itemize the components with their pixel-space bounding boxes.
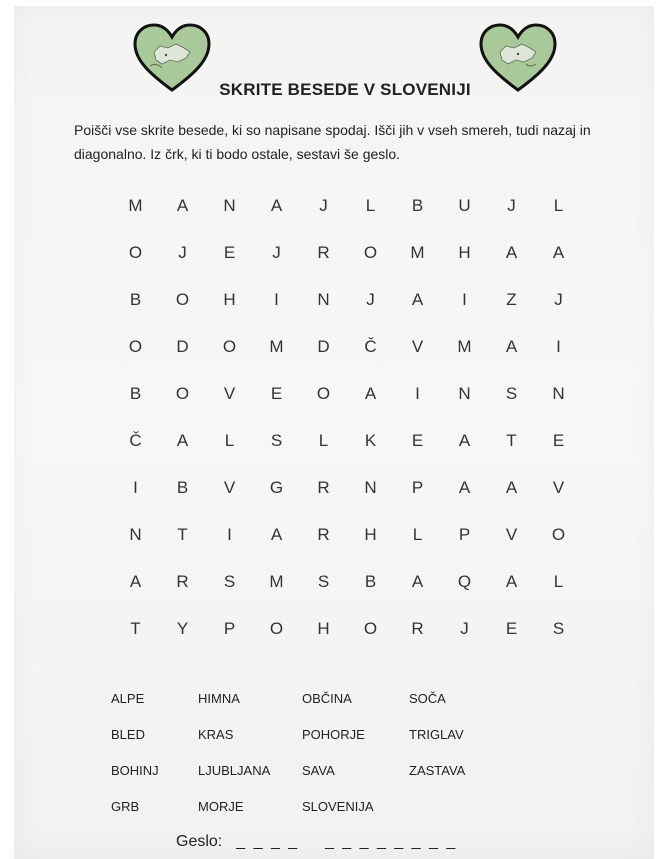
grid-cell[interactable]: Q bbox=[457, 571, 472, 591]
grid-cell[interactable]: I bbox=[556, 336, 561, 356]
grid-cell[interactable]: A bbox=[129, 571, 142, 591]
word-list-item: GRB bbox=[111, 798, 140, 814]
grid-cell[interactable]: O bbox=[222, 336, 237, 356]
grid-cell[interactable]: P bbox=[223, 618, 236, 638]
grid-cell[interactable]: A bbox=[505, 477, 518, 497]
word-list-item: ALPE bbox=[111, 690, 145, 706]
grid-cell[interactable]: J bbox=[507, 195, 516, 215]
grid-cell[interactable]: V bbox=[552, 477, 565, 497]
grid-cell[interactable]: O bbox=[363, 242, 378, 262]
grid-cell[interactable]: T bbox=[130, 618, 141, 638]
grid-cell[interactable]: B bbox=[129, 383, 142, 403]
grid-cell[interactable]: A bbox=[505, 242, 518, 262]
grid-cell[interactable]: I bbox=[133, 477, 138, 497]
grid-cell[interactable]: H bbox=[364, 524, 377, 544]
grid-cell[interactable]: Y bbox=[176, 618, 189, 638]
grid-cell[interactable]: N bbox=[458, 383, 471, 403]
word-list-item: BOHINJ bbox=[111, 762, 159, 778]
word-list-item: HIMNA bbox=[198, 690, 240, 706]
grid-cell[interactable]: N bbox=[129, 524, 142, 544]
grid-cell[interactable]: H bbox=[458, 242, 471, 262]
grid-cell[interactable]: L bbox=[224, 430, 235, 450]
word-list-item: ZASTAVA bbox=[409, 762, 466, 778]
grid-cell[interactable]: O bbox=[551, 524, 566, 544]
grid-cell[interactable]: M bbox=[269, 571, 284, 591]
grid-cell[interactable]: O bbox=[175, 383, 190, 403]
grid-cell[interactable]: Č bbox=[364, 336, 377, 356]
grid-cell[interactable]: J bbox=[178, 242, 187, 262]
grid-cell[interactable]: J bbox=[366, 289, 375, 309]
word-list-item: SOČA bbox=[409, 690, 446, 706]
grid-cell[interactable]: A bbox=[505, 571, 518, 591]
grid-cell[interactable]: A bbox=[176, 430, 189, 450]
grid-cell[interactable]: O bbox=[128, 336, 143, 356]
grid-cell[interactable]: M bbox=[269, 336, 284, 356]
grid-cell[interactable]: U bbox=[458, 195, 471, 215]
word-list bbox=[111, 680, 509, 824]
instructions-text: Poišči vse skrite besede, ki so napisane spodaj. Išči jih v vseh smereh, tudi nazaj in diagonalno. Iz črk, ki ti bodo ostale, sestavi še geslo. bbox=[74, 122, 591, 162]
grid-cell[interactable]: A bbox=[458, 430, 471, 450]
grid-cell[interactable]: R bbox=[317, 524, 330, 544]
grid-cell[interactable]: N bbox=[223, 195, 236, 215]
grid-cell[interactable]: L bbox=[412, 524, 423, 544]
grid-cell[interactable]: S bbox=[552, 618, 565, 638]
grid-cell[interactable]: L bbox=[553, 195, 564, 215]
grid-cell[interactable]: O bbox=[316, 383, 331, 403]
grid-cell[interactable]: O bbox=[269, 618, 284, 638]
geslo-line bbox=[176, 833, 457, 851]
grid-cell[interactable]: S bbox=[270, 430, 283, 450]
grid-cell[interactable]: V bbox=[505, 524, 518, 544]
grid-cell[interactable]: N bbox=[317, 289, 330, 309]
grid-cell[interactable]: J bbox=[554, 289, 563, 309]
grid-cell[interactable]: A bbox=[270, 195, 283, 215]
grid-cell[interactable]: H bbox=[223, 289, 236, 309]
grid-cell[interactable]: N bbox=[364, 477, 377, 497]
grid-cell[interactable]: J bbox=[272, 242, 281, 262]
grid-cell[interactable]: L bbox=[318, 430, 329, 450]
grid-cell[interactable]: D bbox=[317, 336, 330, 356]
grid-cell[interactable]: I bbox=[227, 524, 232, 544]
geslo-label: Geslo: bbox=[176, 833, 223, 850]
word-list-item: SAVA bbox=[302, 762, 335, 778]
grid-cell[interactable]: S bbox=[223, 571, 236, 591]
grid-cell[interactable]: A bbox=[411, 571, 424, 591]
grid-cell[interactable]: E bbox=[505, 618, 518, 638]
grid-cell[interactable]: A bbox=[458, 477, 471, 497]
word-list-item: SLOVENIJA bbox=[302, 798, 374, 814]
word-list-item: KRAS bbox=[198, 726, 234, 742]
grid-cell[interactable]: T bbox=[506, 430, 517, 450]
word-list-item bbox=[409, 788, 509, 824]
word-list-item: TRIGLAV bbox=[409, 726, 464, 742]
grid-cell[interactable]: E bbox=[411, 430, 424, 450]
grid-cell[interactable]: I bbox=[415, 383, 420, 403]
grid-cell[interactable]: D bbox=[176, 336, 189, 356]
grid-cell[interactable]: G bbox=[269, 477, 284, 497]
grid-cell[interactable]: H bbox=[317, 618, 330, 638]
grid-cell[interactable]: O bbox=[128, 242, 143, 262]
grid-cell[interactable]: M bbox=[410, 242, 425, 262]
word-list-item: MORJE bbox=[198, 798, 244, 814]
grid-cell[interactable]: E bbox=[552, 430, 565, 450]
grid-cell[interactable]: B bbox=[129, 289, 142, 309]
grid-cell[interactable]: A bbox=[364, 383, 377, 403]
grid-cell[interactable]: L bbox=[365, 195, 376, 215]
grid-cell[interactable]: R bbox=[411, 618, 424, 638]
grid-cell[interactable]: E bbox=[270, 383, 283, 403]
grid-cell[interactable]: R bbox=[317, 477, 330, 497]
word-list-item: POHORJE bbox=[302, 726, 365, 742]
grid-cell[interactable]: P bbox=[411, 477, 424, 497]
grid-cell[interactable]: V bbox=[223, 477, 236, 497]
grid-cell[interactable]: J bbox=[460, 618, 469, 638]
grid-cell[interactable]: L bbox=[553, 571, 564, 591]
grid-cell[interactable]: R bbox=[317, 242, 330, 262]
grid-cell[interactable]: A bbox=[411, 289, 424, 309]
grid-cell[interactable]: I bbox=[462, 289, 467, 309]
grid-cell[interactable]: S bbox=[317, 571, 330, 591]
grid-cell[interactable]: N bbox=[552, 383, 565, 403]
grid-cell[interactable]: Z bbox=[506, 289, 517, 309]
grid-cell[interactable]: V bbox=[411, 336, 424, 356]
grid-cell[interactable]: M bbox=[457, 336, 472, 356]
grid-cell[interactable]: J bbox=[319, 195, 328, 215]
grid-cell[interactable]: O bbox=[363, 618, 378, 638]
word-list-item: LJUBLJANA bbox=[198, 762, 271, 778]
grid-cell[interactable]: T bbox=[177, 524, 188, 544]
letter-grid bbox=[112, 182, 582, 652]
page-title: SKRITE BESEDE V SLOVENIJI bbox=[219, 80, 471, 99]
grid-cell[interactable]: E bbox=[223, 242, 236, 262]
grid-cell[interactable]: Č bbox=[129, 430, 142, 450]
grid-cell[interactable]: V bbox=[223, 383, 236, 403]
grid-cell[interactable]: B bbox=[176, 477, 189, 497]
grid-cell[interactable]: O bbox=[175, 289, 190, 309]
grid-cell[interactable]: R bbox=[176, 571, 189, 591]
word-list-item: OBČINA bbox=[302, 690, 352, 706]
grid-cell[interactable]: S bbox=[505, 383, 518, 403]
word-list-item: BLED bbox=[111, 726, 145, 742]
grid-cell[interactable]: A bbox=[552, 242, 565, 262]
grid-cell[interactable]: I bbox=[274, 289, 279, 309]
geslo-blanks: _ _ _ _ _ _ _ _ _ _ _ _ bbox=[236, 833, 458, 850]
grid-cell[interactable]: A bbox=[505, 336, 518, 356]
grid-cell[interactable]: A bbox=[270, 524, 283, 544]
grid-cell[interactable]: K bbox=[364, 430, 377, 450]
grid-cell[interactable]: B bbox=[364, 571, 377, 591]
grid-cell[interactable]: M bbox=[128, 195, 143, 215]
grid-cell[interactable]: A bbox=[176, 195, 189, 215]
grid-cell[interactable]: P bbox=[458, 524, 471, 544]
grid-cell[interactable]: B bbox=[411, 195, 424, 215]
